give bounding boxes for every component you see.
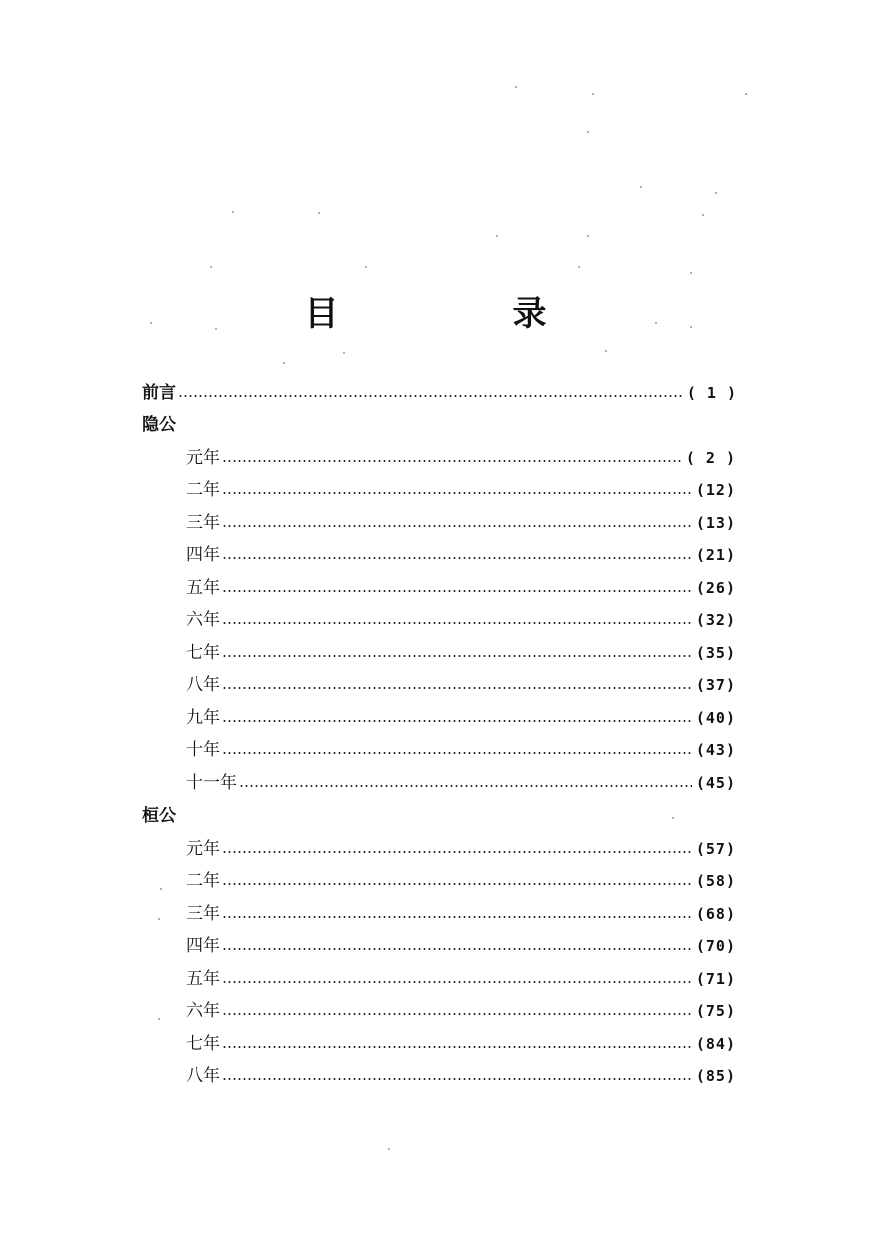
dot-leader	[222, 720, 692, 722]
dot-leader	[222, 1013, 692, 1015]
toc-entry-label: 二年	[186, 871, 220, 891]
toc-entry[interactable]	[186, 1028, 736, 1060]
toc-entry-page: (40)	[695, 709, 736, 727]
toc-entry-label: 六年	[186, 610, 220, 630]
toc-entry[interactable]	[186, 898, 736, 930]
toc-entry-label: 六年	[186, 1001, 220, 1021]
dot-leader	[222, 687, 692, 689]
dot-leader	[222, 851, 692, 853]
toc-entry-label: 四年	[186, 545, 220, 565]
dot-leader	[178, 395, 683, 397]
dot-leader	[222, 752, 692, 754]
toc-entry-page: (43)	[695, 741, 736, 759]
toc-entry-preface[interactable]	[142, 377, 737, 409]
toc-entry-label: 九年	[186, 708, 220, 728]
toc-entry[interactable]	[186, 930, 736, 962]
toc-entry[interactable]	[186, 865, 736, 897]
toc-entry-label: 四年	[186, 936, 220, 956]
toc-entry-page: (71)	[695, 970, 736, 988]
toc-entry-page: (57)	[695, 840, 736, 858]
toc-entry[interactable]	[186, 442, 736, 474]
toc-entry-label: 二年	[186, 480, 220, 500]
toc-entry-page: ( 2 )	[685, 449, 736, 467]
toc-entry[interactable]	[186, 995, 736, 1027]
toc-entry-page: (45)	[695, 774, 736, 792]
toc-entry[interactable]	[186, 637, 736, 669]
toc-entry-page: (21)	[695, 546, 736, 564]
toc-entry-label: 五年	[186, 578, 220, 598]
toc-entry-label: 前言	[142, 383, 176, 403]
toc-entry-page: (58)	[695, 872, 736, 890]
toc-entry-page: (12)	[695, 481, 736, 499]
dot-leader	[222, 981, 692, 983]
toc-entry-label: 元年	[186, 448, 220, 468]
toc-entry-label: 七年	[186, 1034, 220, 1054]
toc-entry-label: 八年	[186, 675, 220, 695]
section-heading-huan	[142, 800, 342, 832]
toc-entry[interactable]	[186, 507, 736, 539]
dot-leader	[222, 460, 682, 462]
toc-entry-label: 三年	[186, 904, 220, 924]
toc-entry-page: (32)	[695, 611, 736, 629]
dot-leader	[222, 525, 692, 527]
toc-entry[interactable]	[186, 539, 736, 571]
dot-leader	[222, 1046, 692, 1048]
toc-entry[interactable]	[186, 963, 736, 995]
toc-entry-page: (75)	[695, 1002, 736, 1020]
dot-leader	[222, 948, 692, 950]
toc-entry-page: (37)	[695, 676, 736, 694]
toc-entry-page: (85)	[695, 1067, 736, 1085]
toc-entry-label: 五年	[186, 969, 220, 989]
section-heading-label: 隐公	[142, 415, 176, 435]
toc-entry-page: (68)	[695, 905, 736, 923]
dot-leader	[222, 590, 692, 592]
section-heading-label: 桓公	[142, 806, 176, 826]
toc-entry-label: 八年	[186, 1066, 220, 1086]
dot-leader	[222, 1078, 692, 1080]
toc-entry[interactable]	[186, 474, 736, 506]
dot-leader	[222, 622, 692, 624]
dot-leader	[222, 492, 692, 494]
toc-entry[interactable]	[186, 833, 736, 865]
toc-entry[interactable]	[186, 702, 736, 734]
toc-entry[interactable]	[186, 604, 736, 636]
toc-entry-label: 七年	[186, 643, 220, 663]
toc-entry-page: (13)	[695, 514, 736, 532]
toc-entry[interactable]	[186, 734, 736, 766]
toc-entry[interactable]	[186, 572, 736, 604]
toc-entry-page: (35)	[695, 644, 736, 662]
page-title: 目 录	[304, 294, 617, 334]
toc-entry-label: 十年	[186, 740, 220, 760]
toc-entry-label: 十一年	[186, 773, 237, 793]
dot-leader	[222, 883, 692, 885]
dot-leader	[222, 916, 692, 918]
toc-entry-page: ( 1 )	[686, 384, 737, 402]
toc-entry-label: 三年	[186, 513, 220, 533]
toc-entry-page: (70)	[695, 937, 736, 955]
toc-entry-page: (84)	[695, 1035, 736, 1053]
dot-leader	[222, 557, 692, 559]
toc-entry[interactable]	[186, 767, 736, 799]
toc-entry-page: (26)	[695, 579, 736, 597]
toc-entry[interactable]	[186, 669, 736, 701]
toc-entry[interactable]	[186, 1060, 736, 1092]
toc-entry-label: 元年	[186, 839, 220, 859]
dot-leader	[222, 655, 692, 657]
dot-leader	[239, 785, 692, 787]
section-heading-yin	[142, 409, 342, 441]
